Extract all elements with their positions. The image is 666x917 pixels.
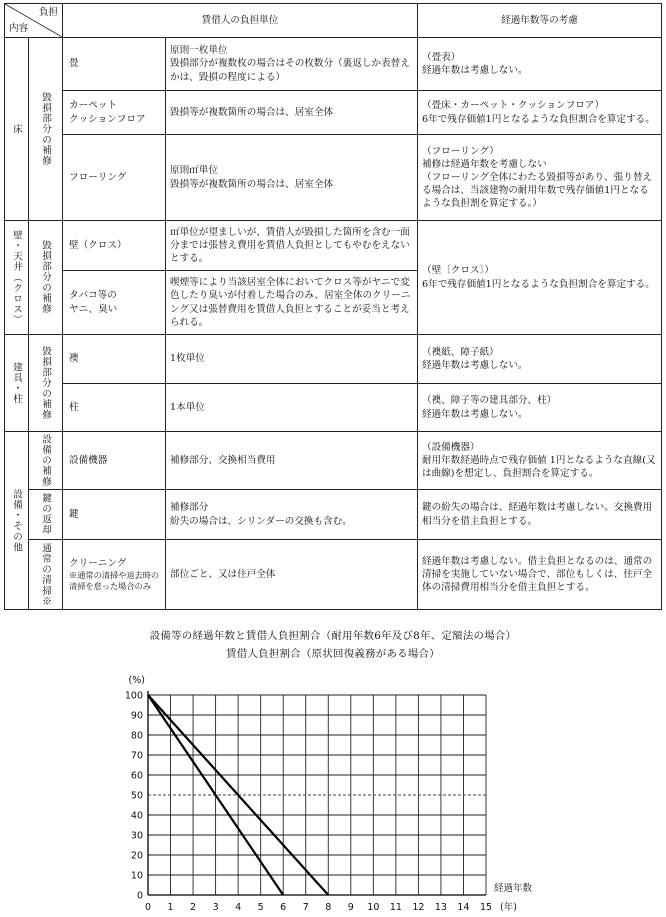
table-row — [5, 540, 662, 610]
item-cleaning: クリーニング — [69, 558, 127, 570]
table-row — [5, 221, 662, 271]
item-flooring: フローリング — [63, 135, 166, 221]
item-tobacco: タバコ等の ヤニ、臭い — [63, 271, 166, 335]
item-carpet: カーペット クッションフロア — [63, 91, 166, 135]
y-tick-label: 0 — [136, 890, 143, 902]
table-row — [5, 91, 662, 135]
item-wall-cloth: 壁（クロス） — [63, 221, 166, 271]
item-pillar: 柱 — [63, 384, 166, 432]
subcategory-fittings: 毀損部分の補修 — [29, 335, 63, 432]
x-tick-label: 6 — [280, 902, 287, 913]
item-equipment: 設備機器 — [63, 432, 166, 490]
unit-fusuma: 1枚単位 — [166, 335, 418, 384]
x-tick-label: 3 — [212, 902, 219, 913]
y-axis-label: (%) — [128, 675, 145, 686]
depreciation-chart — [0, 660, 666, 917]
y-tick-label: 10 — [130, 870, 143, 882]
unit-pillar: 1本単位 — [166, 384, 418, 432]
subcategory-cleaning: 通常の清掃※ — [29, 540, 63, 610]
table-row — [5, 135, 662, 221]
item-tatami: 畳 — [63, 38, 166, 91]
subcategory-wall: 毀損部分の補修 — [29, 221, 63, 335]
years-wall-cloth: （壁〔クロス〕） 6年で残存価値1円となるような負担割合を算定する。 — [418, 221, 662, 335]
x-axis-label: 経過年数 — [494, 883, 533, 894]
item-fusuma: 襖 — [63, 335, 166, 384]
x-tick-label: 2 — [190, 902, 197, 913]
unit-flooring: 原則㎡単位 毀損等が複数箇所の場合は、居室全体 — [166, 135, 418, 221]
x-tick-label: 0 — [144, 902, 152, 913]
unit-carpet: 毀損等が複数箇所の場合は、居室全体 — [166, 91, 418, 135]
x-tick-label: 10 — [367, 902, 380, 913]
y-tick-label: 90 — [130, 710, 143, 722]
y-tick-label: 40 — [130, 810, 143, 822]
x-axis-unit: (年) — [500, 902, 517, 913]
years-tatami: （畳表） 経過年数は考慮しない。 — [418, 38, 662, 91]
unit-cleaning: 部位ごと、又は住戸全体 — [166, 540, 418, 610]
chart-axes — [148, 691, 486, 895]
y-tick-label: 50 — [130, 790, 143, 802]
years-fusuma: （襖紙、障子紙） 経過年数は考慮しない。 — [418, 335, 662, 384]
subcategory-equipment-repair: 設備の補修 — [29, 432, 63, 490]
y-tick-label: 60 — [130, 770, 143, 782]
y-tick-label: 30 — [130, 830, 143, 842]
header-corner-top: 負担 — [38, 7, 58, 18]
unit-wall-cloth: ㎡単位が望ましいが、賃借人が毀損した箇所を含む一面分までは張替え費用を賃借人負担としてもやむをえないとする。 — [166, 221, 418, 271]
unit-tobacco: 喫煙等により当該居室全体においてクロス等がヤニで変色したり臭いが付着した場合のみ、居室全体のクリーニング又は張替費用を賃借人負担とすることが妥当と考えられる。 — [166, 271, 418, 335]
item-cleaning-cell — [63, 540, 166, 610]
years-key: 鍵の紛失の場合は、経過年数は考慮しない。交換費用相当分を借主負担とする。 — [418, 490, 662, 540]
x-tick-label: 5 — [257, 902, 264, 913]
y-tick-label: 80 — [130, 730, 143, 742]
years-flooring: （フローリング） 補修は経過年数を考慮しない （フローリング全体にわたる毀損等があり、張り替える場合は、当該建物の耐用年数で残存価値1円となるような負担割を算定する。） — [418, 135, 662, 221]
header-corner-bottom: 内容 — [9, 22, 29, 34]
table-row — [5, 384, 662, 432]
table-row — [5, 432, 662, 490]
years-cleaning: 経過年数は考慮しない。借主負担となるのは、通常の清掃を実施していない場合で、部位もしくは、住戸全体の清掃費用相当分を借主負担とする。 — [418, 540, 662, 610]
category-fittings: 建具・柱 — [5, 335, 29, 432]
table-row — [5, 490, 662, 540]
chart-grid — [148, 695, 486, 895]
chart-title-2: 賃借人負担割合（原状回復義務がある場合） — [226, 648, 440, 660]
chart-title-1: 設備等の経過年数と賃借人負担割合（耐用年数6年及び8年、定額法の場合） — [149, 630, 517, 642]
table-row — [5, 335, 662, 384]
category-floor: 床 — [5, 38, 29, 221]
y-tick-label: 20 — [130, 850, 143, 862]
subcategory-key-return: 鍵の返却 — [29, 490, 63, 540]
category-equipment: 設備・その他 — [5, 432, 29, 610]
table-row — [5, 38, 662, 91]
x-tick-label: 12 — [412, 902, 425, 913]
unit-key: 補修部分 紛失の場合は、シリンダーの交換も含む。 — [166, 490, 418, 540]
category-wall: 壁・天井（クロス） — [5, 221, 29, 335]
table-header-row — [5, 4, 662, 38]
x-tick-label: 14 — [457, 902, 470, 913]
x-tick-label: 7 — [302, 902, 309, 913]
y-tick-label: 70 — [130, 750, 143, 762]
x-tick-label: 15 — [479, 902, 493, 913]
y-tick-label: 100 — [124, 690, 143, 702]
item-cleaning-note: ※通常の清掃や退去時の清掃を怠った場合のみ — [69, 570, 160, 592]
burden-table — [4, 3, 662, 610]
subcategory-floor: 毀損部分の補修 — [29, 38, 63, 221]
x-tick-label: 1 — [167, 902, 174, 913]
x-tick-label: 8 — [325, 902, 332, 913]
years-carpet: （畳床・カーペット・クッションフロア） 6年で残存価値1円となるような負担割合を算定する。 — [418, 91, 662, 135]
unit-equipment: 補修部分、交換相当費用 — [166, 432, 418, 490]
header-corner-cell — [5, 4, 63, 38]
item-key: 鍵 — [63, 490, 166, 540]
unit-tatami: 原則一枚単位 毀損部分が複数枚の場合はその枚数分（裏返しか表替えかは、毀損の程度による） — [166, 38, 418, 91]
x-tick-label: 9 — [347, 902, 354, 913]
header-unit: 賃借人の負担単位 — [63, 4, 418, 38]
x-tick-label: 11 — [389, 902, 402, 913]
years-equipment: （設備機器） 耐用年数経過時点で残存価値 1円となるような直線(又は曲線)を想定し、負担割合を算定する。 — [418, 432, 662, 490]
x-tick-label: 4 — [235, 902, 242, 913]
header-years: 経過年数等の考慮 — [418, 4, 662, 38]
x-tick-label: 13 — [434, 902, 447, 913]
years-pillar: （襖、障子等の建具部分、柱） 経過年数は考慮しない。 — [418, 384, 662, 432]
